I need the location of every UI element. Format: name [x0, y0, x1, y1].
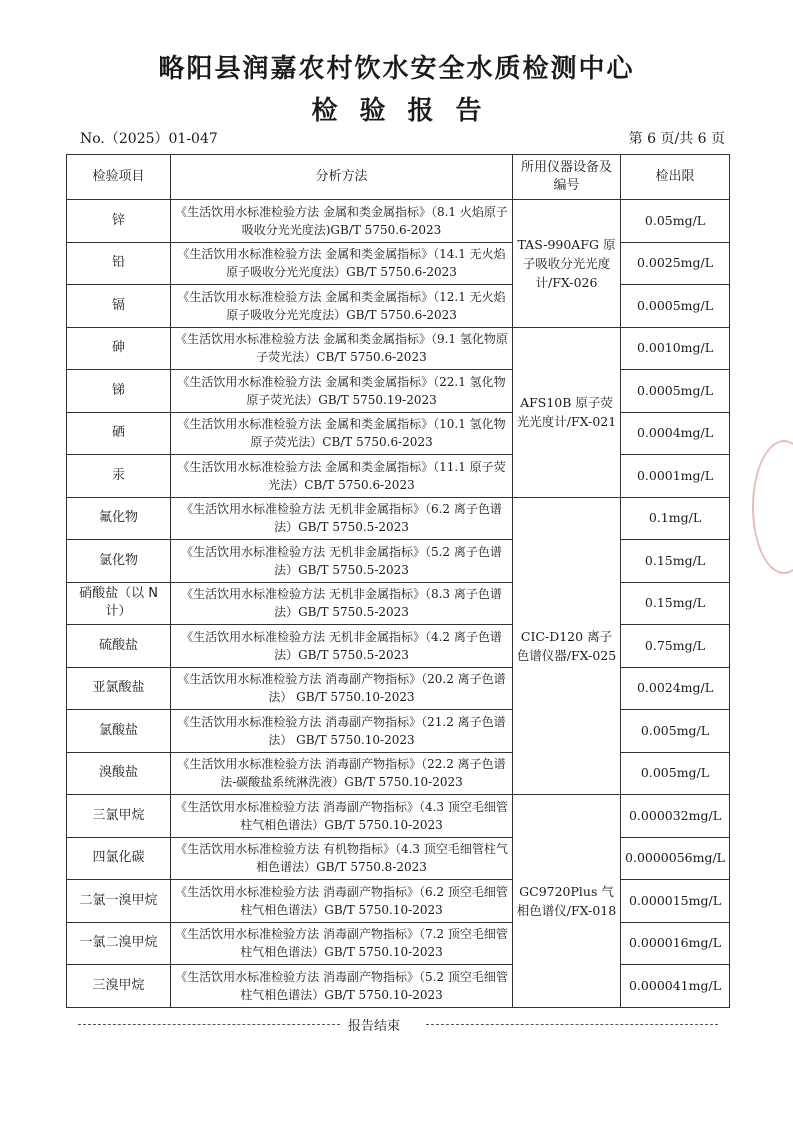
detection-limit: 0.15mg/L — [621, 540, 730, 583]
test-item: 四氯化碳 — [67, 837, 171, 880]
instrument: CIC-D120 离子色谱仪器/FX-025 — [513, 497, 621, 795]
detection-limit: 0.0005mg/L — [621, 370, 730, 413]
detection-limit: 0.0004mg/L — [621, 412, 730, 455]
detection-limit: 0.75mg/L — [621, 625, 730, 668]
detection-limit: 0.005mg/L — [621, 752, 730, 795]
analysis-method: 《生活饮用水标准检验方法 消毒副产物指标》（7.2 顶空毛细管柱气相色谱法）GB/T 5750.10-2023 — [171, 922, 513, 965]
table-row — [67, 327, 730, 370]
table-row — [67, 922, 730, 965]
analysis-method: 《生活饮用水标准检验方法 消毒副产物指标》（20.2 离子色谱法） GB/T 5750.10-2023 — [171, 667, 513, 710]
test-item: 砷 — [67, 327, 171, 370]
test-item: 氯酸盐 — [67, 710, 171, 753]
detection-limit: 0.000032mg/L — [621, 795, 730, 838]
analysis-method: 《生活饮用水标准检验方法 金属和类金属指标》（12.1 无火焰原子吸收分光光度法）GB/T 5750.6-2023 — [171, 285, 513, 328]
table-row — [67, 710, 730, 753]
header-method: 分析方法 — [171, 155, 513, 200]
test-item: 锑 — [67, 370, 171, 413]
test-item: 硫酸盐 — [67, 625, 171, 668]
instrument: GC9720Plus 气相色谱仪/FX-018 — [513, 795, 621, 1008]
table-row — [67, 880, 730, 923]
detection-limit: 0.0001mg/L — [621, 455, 730, 498]
table-row — [67, 242, 730, 285]
analysis-method: 《生活饮用水标准检验方法 无机非金属指标》（5.2 离子色谱法）GB/T 5750.5-2023 — [171, 540, 513, 583]
detection-limit: 0.005mg/L — [621, 710, 730, 753]
header-instrument: 所用仪器设备及编号 — [513, 155, 621, 200]
detection-limit: 0.000016mg/L — [621, 922, 730, 965]
test-item: 汞 — [67, 455, 171, 498]
analysis-method: 《生活饮用水标准检验方法 金属和类金属指标》（10.1 氢化物原子荧光法）CB/T 5750.6-2023 — [171, 412, 513, 455]
header-item: 检验项目 — [67, 155, 171, 200]
detection-limit: 0.0024mg/L — [621, 667, 730, 710]
test-item: 锌 — [67, 200, 171, 243]
detection-limit: 0.0025mg/L — [621, 242, 730, 285]
analysis-method: 《生活饮用水标准检验方法 金属和类金属指标》（22.1 氢化物原子荧光法）GB/T 5750.19-2023 — [171, 370, 513, 413]
table-row — [67, 200, 730, 243]
instrument: TAS-990AFG 原子吸收分光光度计/FX-026 — [513, 200, 621, 328]
analysis-method: 《生活饮用水标准检验方法 消毒副产物指标》（6.2 顶空毛细管柱气相色谱法）GB/T 5750.10-2023 — [171, 880, 513, 923]
table-row — [67, 795, 730, 838]
table-row — [67, 752, 730, 795]
table-row — [67, 625, 730, 668]
table-row — [67, 837, 730, 880]
report-title: 检验报告 — [311, 96, 504, 126]
divider-left — [78, 1024, 340, 1025]
table-row — [67, 497, 730, 540]
test-item: 镉 — [67, 285, 171, 328]
table-row — [67, 582, 730, 625]
analysis-method: 《生活饮用水标准检验方法 无机非金属指标》（4.2 离子色谱法）GB/T 5750.5-2023 — [171, 625, 513, 668]
test-item: 硒 — [67, 412, 171, 455]
analysis-method: 《生活饮用水标准检验方法 金属和类金属指标》（8.1 火焰原子吸收分光光度法)GB/T 5750.6-2023 — [171, 200, 513, 243]
table-row — [67, 540, 730, 583]
header-limit: 检出限 — [621, 155, 730, 200]
test-item: 氟化物 — [67, 497, 171, 540]
table-row — [67, 455, 730, 498]
test-item: 一氯二溴甲烷 — [67, 922, 171, 965]
test-item: 溴酸盐 — [67, 752, 171, 795]
analysis-method: 《生活饮用水标准检验方法 金属和类金属指标》（14.1 无火焰原子吸收分光光度法）GB/T 5750.6-2023 — [171, 242, 513, 285]
detection-limit: 0.1mg/L — [621, 497, 730, 540]
analysis-method: 《生活饮用水标准检验方法 无机非金属指标》（8.3 离子色谱法）GB/T 5750.5-2023 — [171, 582, 513, 625]
report-end-text: 报告结束 — [348, 1019, 401, 1034]
test-item: 二氯一溴甲烷 — [67, 880, 171, 923]
detection-limit: 0.05mg/L — [621, 200, 730, 243]
table-header-row — [67, 155, 730, 200]
page-info: 第 6 页/共 6 页 — [628, 131, 725, 147]
test-item: 硝酸盐（以 N 计） — [67, 582, 171, 625]
org-title: 略阳县润嘉农村饮水安全水质检测中心 — [158, 54, 635, 84]
detection-limit: 0.15mg/L — [621, 582, 730, 625]
analysis-method: 《生活饮用水标准检验方法 消毒副产物指标》（5.2 顶空毛细管柱气相色谱法）GB/T 5750.10-2023 — [171, 965, 513, 1008]
table-row — [67, 370, 730, 413]
detection-limit: 0.0005mg/L — [621, 285, 730, 328]
seal-stamp — [752, 440, 793, 574]
analysis-method: 《生活饮用水标准检验方法 消毒副产物指标》（21.2 离子色谱法） GB/T 5750.10-2023 — [171, 710, 513, 753]
report-end — [78, 1015, 718, 1033]
detection-limit: 0.000015mg/L — [621, 880, 730, 923]
analysis-method: 《生活饮用水标准检验方法 金属和类金属指标》（9.1 氢化物原子荧光法）CB/T 5750.6-2023 — [171, 327, 513, 370]
test-item: 三溴甲烷 — [67, 965, 171, 1008]
table-row — [67, 412, 730, 455]
table-row — [67, 285, 730, 328]
analysis-method: 《生活饮用水标准检验方法 消毒副产物指标》（4.3 顶空毛细管柱气相色谱法）GB/T 5750.10-2023 — [171, 795, 513, 838]
test-item: 氯化物 — [67, 540, 171, 583]
detection-limit: 0.0010mg/L — [621, 327, 730, 370]
divider-right — [426, 1024, 718, 1025]
table-row — [67, 667, 730, 710]
analysis-method: 《生活饮用水标准检验方法 消毒副产物指标》（22.2 离子色谱法-碳酸盐系统淋洗液）GB/T 5750.10-2023 — [171, 752, 513, 795]
test-item: 亚氯酸盐 — [67, 667, 171, 710]
table-row — [67, 965, 730, 1008]
results-table — [66, 154, 730, 1008]
instrument: AFS10B 原子荧光光度计/FX-021 — [513, 327, 621, 497]
analysis-method: 《生活饮用水标准检验方法 金属和类金属指标》（11.1 原子荧光法）CB/T 5750.6-2023 — [171, 455, 513, 498]
analysis-method: 《生活饮用水标准检验方法 有机物指标》（4.3 顶空毛细管柱气相色谱法）GB/T 5750.8-2023 — [171, 837, 513, 880]
detection-limit: 0.000041mg/L — [621, 965, 730, 1008]
test-item: 三氯甲烷 — [67, 795, 171, 838]
detection-limit: 0.0000056mg/L — [621, 837, 730, 880]
analysis-method: 《生活饮用水标准检验方法 无机非金属指标》（6.2 离子色谱法）GB/T 5750.5-2023 — [171, 497, 513, 540]
report-number: No.（2025）01-047 — [80, 131, 218, 147]
test-item: 铅 — [67, 242, 171, 285]
